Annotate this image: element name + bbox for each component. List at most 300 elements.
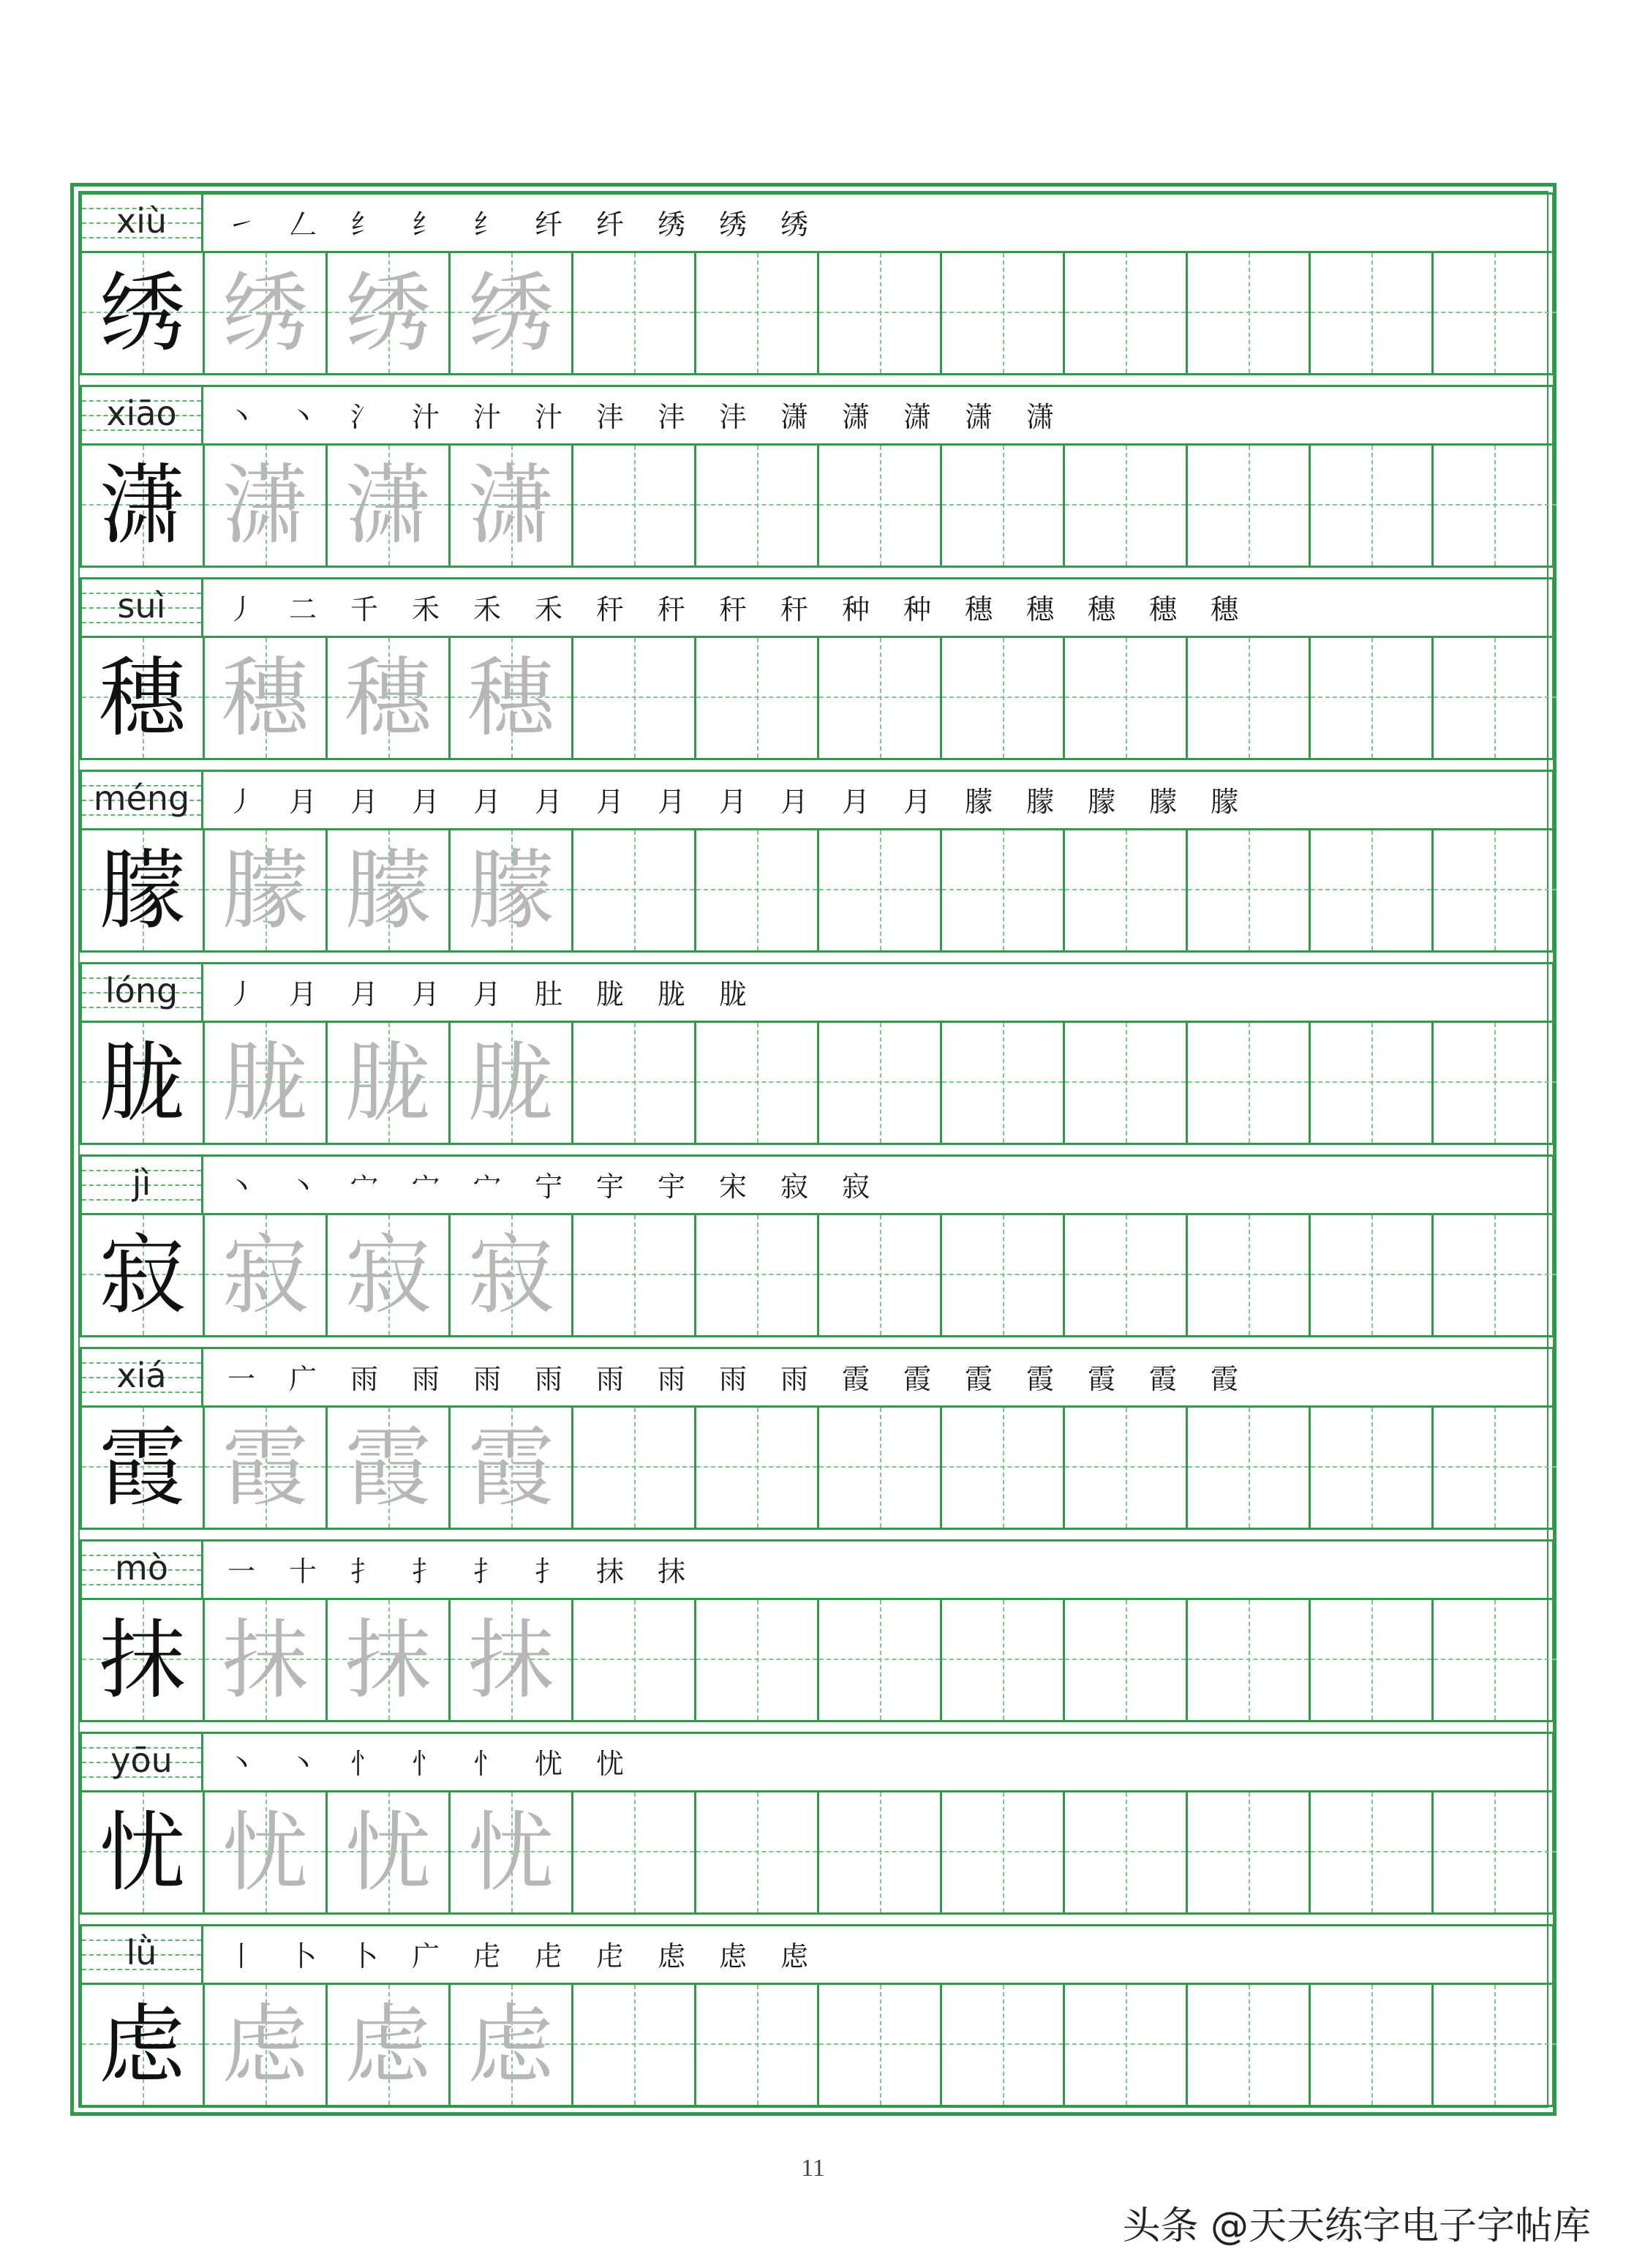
trace-char-cell [451, 253, 573, 373]
writing-grid-row [82, 1792, 1552, 1912]
model-character: 穗 [99, 647, 186, 748]
vertical-guide-line [1249, 1408, 1250, 1528]
horizontal-guide-line [1188, 1274, 1309, 1275]
practice-cell[interactable] [696, 1600, 819, 1720]
horizontal-guide-line [819, 1081, 940, 1083]
trace-char-cell [328, 1985, 451, 2105]
model-char-cell [82, 1215, 205, 1335]
horizontal-guide-line [696, 696, 817, 698]
horizontal-guide-line [696, 1081, 817, 1083]
trace-character: 虑 [345, 1994, 432, 2095]
pinyin-cell [82, 1157, 203, 1213]
practice-cell[interactable] [1065, 253, 1188, 373]
stroke-order-row [82, 1926, 1552, 1985]
horizontal-guide-line [1188, 1466, 1309, 1468]
stroke-order-row [82, 1157, 1552, 1215]
vertical-guide-line [634, 1408, 636, 1528]
practice-cell[interactable] [1188, 830, 1311, 950]
stroke-step: 丿 [227, 786, 255, 818]
practice-cell[interactable] [819, 830, 942, 950]
trace-character: 寂 [222, 1225, 309, 1326]
practice-cell[interactable] [1188, 253, 1311, 373]
practice-cell[interactable] [1434, 1600, 1557, 1720]
practice-cell[interactable] [1188, 1215, 1311, 1335]
trace-character: 朦 [222, 840, 309, 941]
horizontal-guide-line [696, 889, 817, 890]
stroke-step: 宀 [350, 1171, 378, 1203]
pinyin: yōu [110, 1741, 173, 1780]
stroke-step: 宋 [718, 1171, 747, 1203]
stroke-step: 丶 [227, 401, 255, 433]
model-character: 潇 [99, 455, 186, 556]
practice-cell[interactable] [696, 1215, 819, 1335]
horizontal-guide-line [573, 1851, 694, 1852]
practice-cell[interactable] [1311, 830, 1434, 950]
practice-cell[interactable] [1434, 1408, 1557, 1528]
practice-cell[interactable] [819, 1215, 942, 1335]
vertical-guide-line [880, 1985, 881, 2105]
practice-cell[interactable] [1311, 1985, 1434, 2105]
trace-char-cell [451, 1215, 573, 1335]
writing-grid-row [82, 1600, 1552, 1720]
horizontal-guide-line [819, 1274, 940, 1275]
practice-cell[interactable] [819, 638, 942, 758]
practice-cell[interactable] [942, 1023, 1065, 1143]
stroke-step: 穗 [1148, 593, 1177, 626]
practice-cell[interactable] [1311, 638, 1434, 758]
practice-cell[interactable] [1188, 1023, 1311, 1143]
stroke-step: 虑 [657, 1940, 685, 1972]
practice-cell[interactable] [1188, 1985, 1311, 2105]
vertical-guide-line [1003, 1023, 1004, 1143]
model-character: 寂 [99, 1225, 186, 1326]
vertical-guide-line [880, 1023, 881, 1143]
trace-char-cell [328, 830, 451, 950]
stroke-step: 一 [227, 1363, 255, 1395]
stroke-step: 丶 [288, 1748, 317, 1780]
pinyin-cell [82, 964, 203, 1021]
horizontal-guide-line [942, 889, 1063, 890]
practice-cell[interactable] [573, 1408, 696, 1528]
stroke-step: 抹 [657, 1555, 685, 1588]
stroke-step: 秆 [595, 593, 624, 626]
stroke-step: 丶 [227, 1748, 255, 1780]
stroke-step: 月 [718, 786, 747, 818]
practice-row-2 [80, 385, 1554, 568]
stroke-step: 纟 [473, 209, 501, 241]
stroke-step: 扌 [534, 1555, 562, 1588]
vertical-guide-line [1494, 1215, 1496, 1335]
stroke-step: 虑 [718, 1940, 747, 1972]
stroke-step: 霞 [1148, 1363, 1177, 1395]
trace-char-cell [328, 446, 451, 566]
pinyin-cell [82, 387, 203, 443]
practice-cell[interactable] [696, 446, 819, 566]
stroke-sequence [211, 393, 1552, 441]
stroke-sequence [211, 778, 1552, 826]
practice-cell[interactable] [942, 1215, 1065, 1335]
vertical-guide-line [1494, 1023, 1496, 1143]
pinyin: lǜ [126, 1933, 157, 1972]
vertical-guide-line [1126, 1215, 1127, 1335]
vertical-guide-line [757, 1600, 759, 1720]
stroke-sequence [211, 585, 1552, 634]
practice-row-7 [80, 1347, 1554, 1530]
trace-character: 抹 [222, 1610, 309, 1711]
practice-cell[interactable] [1311, 1215, 1434, 1335]
stroke-order-row [82, 387, 1552, 446]
horizontal-guide-line [1434, 889, 1557, 890]
vertical-guide-line [634, 830, 636, 950]
stroke-step: 月 [841, 786, 870, 818]
horizontal-guide-line [1434, 1274, 1557, 1275]
horizontal-guide-line [819, 889, 940, 890]
horizontal-guide-line [1434, 312, 1557, 313]
practice-cell[interactable] [1434, 1792, 1557, 1912]
trace-character: 抹 [345, 1610, 432, 1711]
horizontal-guide-line [942, 1851, 1063, 1852]
pinyin-cell [82, 772, 203, 828]
vertical-guide-line [1249, 830, 1250, 950]
vertical-guide-line [1003, 830, 1004, 950]
vertical-guide-line [1003, 1408, 1004, 1528]
stroke-step: 穗 [1025, 593, 1054, 626]
trace-char-cell [451, 1792, 573, 1912]
practice-row-9 [80, 1732, 1554, 1915]
practice-cell[interactable] [942, 446, 1065, 566]
practice-cell[interactable] [573, 830, 696, 950]
practice-cell[interactable] [696, 1985, 819, 2105]
horizontal-guide-line [1311, 1466, 1431, 1468]
writing-grid-row [82, 253, 1552, 373]
trace-character: 忧 [467, 1802, 554, 1903]
vertical-guide-line [1249, 1792, 1250, 1912]
stroke-step: 朦 [1025, 786, 1054, 818]
practice-cell[interactable] [1434, 1023, 1557, 1143]
stroke-step: 二 [288, 593, 317, 626]
horizontal-guide-line [1065, 312, 1186, 313]
vertical-guide-line [757, 1985, 759, 2105]
practice-cell[interactable] [1434, 1985, 1557, 2105]
trace-char-cell [451, 830, 573, 950]
trace-character: 虑 [467, 1994, 554, 2095]
stroke-step: 丿 [227, 978, 255, 1010]
model-character: 虑 [99, 1994, 186, 2095]
trace-character: 穗 [345, 647, 432, 748]
practice-cell[interactable] [1311, 1408, 1434, 1528]
practice-cell[interactable] [696, 1408, 819, 1528]
model-char-cell [82, 1600, 205, 1720]
stroke-step: 虑 [780, 1940, 808, 1972]
practice-cell[interactable] [573, 446, 696, 566]
practice-cell[interactable] [573, 1985, 696, 2105]
trace-char-cell [328, 1408, 451, 1528]
horizontal-guide-line [942, 696, 1063, 698]
model-character: 抹 [99, 1610, 186, 1711]
vertical-guide-line [880, 1600, 881, 1720]
stroke-step: 一 [227, 1555, 255, 1588]
horizontal-guide-line [1434, 1659, 1557, 1660]
practice-cell[interactable] [1065, 638, 1188, 758]
practice-cell[interactable] [1065, 1792, 1188, 1912]
practice-cell[interactable] [819, 446, 942, 566]
model-character: 霞 [99, 1417, 186, 1518]
stroke-step: 霞 [1087, 1363, 1115, 1395]
practice-cell[interactable] [573, 1215, 696, 1335]
practice-cell[interactable] [573, 253, 696, 373]
practice-cell[interactable] [1311, 1023, 1434, 1143]
vertical-guide-line [634, 253, 636, 373]
vertical-guide-line [757, 830, 759, 950]
practice-cell[interactable] [696, 253, 819, 373]
practice-cell[interactable] [1065, 1985, 1188, 2105]
watermark: 头条 @天天练字电子字帖库 [1122, 2204, 1591, 2248]
practice-cell[interactable] [1311, 446, 1434, 566]
practice-row-8 [80, 1539, 1554, 1722]
practice-cell[interactable] [1188, 1408, 1311, 1528]
practice-cell[interactable] [1188, 638, 1311, 758]
practice-cell[interactable] [819, 1408, 942, 1528]
practice-cell[interactable] [1065, 1215, 1188, 1335]
practice-cell[interactable] [1065, 1408, 1188, 1528]
practice-cell[interactable] [1434, 253, 1557, 373]
vertical-guide-line [1371, 638, 1373, 758]
practice-cell[interactable] [573, 1600, 696, 1720]
horizontal-guide-line [573, 696, 694, 698]
pinyin: xiá [116, 1356, 167, 1395]
stroke-step: 宀 [411, 1171, 440, 1203]
horizontal-guide-line [819, 1851, 940, 1852]
vertical-guide-line [1494, 446, 1496, 566]
pinyin-cell [82, 195, 203, 251]
practice-cell[interactable] [1311, 1600, 1434, 1720]
vertical-guide-line [1249, 253, 1250, 373]
horizontal-guide-line [1311, 504, 1431, 506]
vertical-guide-line [1126, 1792, 1127, 1912]
stroke-step: 氵 [350, 401, 378, 433]
horizontal-guide-line [1311, 696, 1431, 698]
practice-cell[interactable] [819, 1023, 942, 1143]
stroke-step: 月 [903, 786, 931, 818]
stroke-step: 丶 [288, 1171, 317, 1203]
practice-cell[interactable] [696, 638, 819, 758]
stroke-step: 绣 [718, 209, 747, 241]
model-char-cell [82, 1985, 205, 2105]
stroke-step: ㇀ [227, 209, 255, 241]
practice-cell[interactable] [819, 1600, 942, 1720]
stroke-step: 寂 [780, 1171, 808, 1203]
practice-cell[interactable] [1434, 1215, 1557, 1335]
trace-char-cell [205, 1600, 328, 1720]
vertical-guide-line [1249, 1600, 1250, 1720]
stroke-step: 丿 [227, 593, 255, 626]
stroke-step: 忄 [411, 1748, 440, 1780]
stroke-step: 绣 [780, 209, 808, 241]
model-character: 胧 [99, 1032, 186, 1133]
stroke-order-row [82, 772, 1552, 830]
stroke-step: 纤 [534, 209, 562, 241]
practice-cell[interactable] [942, 1985, 1065, 2105]
practice-cell[interactable] [1188, 446, 1311, 566]
horizontal-guide-line [1434, 1851, 1557, 1852]
stroke-step: 朦 [1210, 786, 1238, 818]
trace-char-cell [205, 1792, 328, 1912]
writing-grid-row [82, 638, 1552, 758]
vertical-guide-line [757, 1792, 759, 1912]
trace-char-cell [451, 1408, 573, 1528]
practice-cell[interactable] [1434, 830, 1557, 950]
model-character: 忧 [99, 1802, 186, 1903]
pinyin: jì [132, 1163, 151, 1203]
trace-character: 绣 [222, 263, 309, 364]
model-char-cell [82, 253, 205, 373]
stroke-step: 胧 [595, 978, 624, 1010]
stroke-step: 忧 [595, 1748, 624, 1780]
practice-row-6 [80, 1154, 1554, 1337]
vertical-guide-line [1126, 830, 1127, 950]
model-char-cell [82, 1792, 205, 1912]
stroke-step: 宀 [473, 1171, 501, 1203]
stroke-step: 丨 [227, 1940, 255, 1972]
practice-cell[interactable] [573, 1023, 696, 1143]
practice-cell[interactable] [1065, 830, 1188, 950]
practice-cell[interactable] [573, 638, 696, 758]
practice-cell[interactable] [942, 638, 1065, 758]
practice-cell[interactable] [819, 1792, 942, 1912]
vertical-guide-line [1003, 1215, 1004, 1335]
stroke-step: 虍 [534, 1940, 562, 1972]
practice-cell[interactable] [696, 830, 819, 950]
trace-character: 胧 [345, 1032, 432, 1133]
model-character: 朦 [99, 840, 186, 941]
trace-char-cell [328, 1023, 451, 1143]
vertical-guide-line [634, 1985, 636, 2105]
model-char-cell [82, 446, 205, 566]
vertical-guide-line [1371, 253, 1373, 373]
vertical-guide-line [1003, 446, 1004, 566]
vertical-guide-line [634, 638, 636, 758]
practice-cell[interactable] [1311, 1792, 1434, 1912]
stroke-sequence [211, 1740, 1552, 1788]
writing-grid-row [82, 1408, 1552, 1528]
trace-char-cell [205, 1023, 328, 1143]
vertical-guide-line [757, 1408, 759, 1528]
trace-character: 潇 [222, 455, 309, 556]
horizontal-guide-line [1188, 312, 1309, 313]
horizontal-guide-line [1311, 1081, 1431, 1083]
horizontal-guide-line [1065, 889, 1186, 890]
vertical-guide-line [1494, 830, 1496, 950]
vertical-guide-line [1371, 1792, 1373, 1912]
horizontal-guide-line [696, 1466, 817, 1468]
practice-row-5 [80, 962, 1554, 1145]
vertical-guide-line [1371, 1215, 1373, 1335]
practice-cell[interactable] [1065, 1023, 1188, 1143]
trace-char-cell [451, 1023, 573, 1143]
stroke-step: 种 [903, 593, 931, 626]
stroke-step: 雨 [473, 1363, 501, 1395]
stroke-step: 禾 [534, 593, 562, 626]
horizontal-guide-line [1065, 504, 1186, 506]
horizontal-guide-line [819, 2043, 940, 2045]
vertical-guide-line [1126, 1600, 1127, 1720]
practice-cell[interactable] [819, 253, 942, 373]
stroke-step: 月 [350, 978, 378, 1010]
practice-cell[interactable] [1065, 446, 1188, 566]
stroke-step: 雨 [657, 1363, 685, 1395]
trace-character: 潇 [345, 455, 432, 556]
writing-grid-row [82, 830, 1552, 950]
stroke-step: 朦 [1087, 786, 1115, 818]
stroke-step: 卜 [350, 1940, 378, 1972]
trace-character: 寂 [467, 1225, 554, 1326]
practice-cell[interactable] [1065, 1600, 1188, 1720]
stroke-step: 雨 [411, 1363, 440, 1395]
vertical-guide-line [1249, 1215, 1250, 1335]
pinyin-cell [82, 1734, 203, 1790]
practice-cell[interactable] [696, 1792, 819, 1912]
practice-cell[interactable] [1434, 446, 1557, 566]
horizontal-guide-line [1188, 1081, 1309, 1083]
stroke-step: 潇 [780, 401, 808, 433]
trace-char-cell [205, 446, 328, 566]
horizontal-guide-line [1188, 1851, 1309, 1852]
stroke-step: 朦 [964, 786, 993, 818]
stroke-step: 十 [288, 1555, 317, 1588]
practice-cell[interactable] [1434, 638, 1557, 758]
stroke-step: 月 [534, 786, 562, 818]
stroke-step: 丶 [227, 1171, 255, 1203]
horizontal-guide-line [1434, 1466, 1557, 1468]
trace-character: 霞 [467, 1417, 554, 1518]
practice-row-10 [80, 1924, 1554, 2107]
horizontal-guide-line [573, 2043, 694, 2045]
pinyin: xiāo [106, 394, 177, 433]
vertical-guide-line [634, 1792, 636, 1912]
practice-cell[interactable] [819, 1985, 942, 2105]
pinyin: xiù [116, 201, 168, 241]
practice-cell[interactable] [942, 1792, 1065, 1912]
trace-character: 虑 [222, 1994, 309, 2095]
horizontal-guide-line [1065, 1466, 1186, 1468]
horizontal-guide-line [942, 1466, 1063, 1468]
horizontal-guide-line [819, 504, 940, 506]
horizontal-guide-line [573, 1466, 694, 1468]
practice-cell[interactable] [696, 1023, 819, 1143]
vertical-guide-line [1494, 1985, 1496, 2105]
horizontal-guide-line [1311, 2043, 1431, 2045]
horizontal-guide-line [942, 1274, 1063, 1275]
trace-char-cell [328, 638, 451, 758]
stroke-step: 雨 [350, 1363, 378, 1395]
horizontal-guide-line [1311, 889, 1431, 890]
practice-cell[interactable] [942, 1408, 1065, 1528]
horizontal-guide-line [1311, 1851, 1431, 1852]
trace-character: 霞 [222, 1417, 309, 1518]
horizontal-guide-line [573, 889, 694, 890]
practice-cell[interactable] [942, 830, 1065, 950]
vertical-guide-line [880, 638, 881, 758]
practice-cell[interactable] [1188, 1600, 1311, 1720]
practice-cell[interactable] [1188, 1792, 1311, 1912]
practice-cell[interactable] [942, 253, 1065, 373]
practice-cell[interactable] [1311, 253, 1434, 373]
practice-cell[interactable] [573, 1792, 696, 1912]
horizontal-guide-line [696, 1659, 817, 1660]
practice-cell[interactable] [942, 1600, 1065, 1720]
vertical-guide-line [1003, 1792, 1004, 1912]
practice-row-3 [80, 577, 1554, 760]
